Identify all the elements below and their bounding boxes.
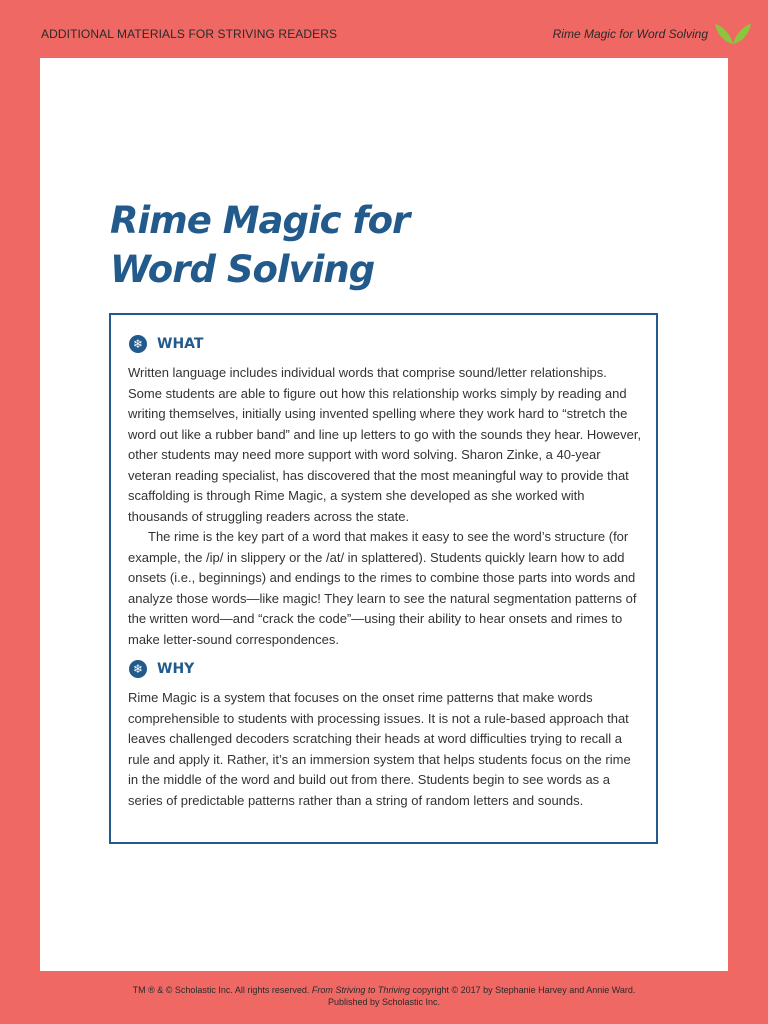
title-line-2: Word Solving xyxy=(110,248,375,291)
footer-copyright-holders: copyright © 2017 by Stephanie Harvey and Annie Ward. xyxy=(412,985,636,995)
footer-book-title: From Striving to Thriving xyxy=(311,985,410,995)
header-page-title: Rime Magic for Word Solving xyxy=(552,27,708,41)
leaf-sprout-icon xyxy=(714,18,752,46)
why-body xyxy=(128,688,642,811)
what-paragraph-1: Written language includes individual words that comprise sound/letter relationships. Some students are able to figure out how this relationship works simply by reading and writing themselves, initially using invented spelling where they work hard to “stretch the word out like a rubber band” and line up letters to go with the sounds they hear. However, other students may need more support with word solving. Sharon Zinke, a 40-year veteran reading specialist, has discovered that the most meaningful way to provide that scaffolding is through Rime Magic, a system she developed as she worked with thousands of struggling readers across the state. xyxy=(128,365,642,524)
page-content xyxy=(40,58,728,971)
footer-line-1 xyxy=(0,985,768,997)
footer-publisher: Published by Scholastic Inc. xyxy=(327,996,441,1007)
why-heading xyxy=(129,660,194,678)
what-body xyxy=(128,363,642,650)
why-heading-label: WHY xyxy=(157,661,195,677)
what-paragraph-2: The rime is the key part of a word that makes it easy to see the word’s structure (for example, the /ip/ in slippery or the /at/ in splattered). Students quickly learn how to add onsets (i.e., beginnings) and endings to the rimes to combine those parts into words and analyze those words—like magic! They learn to see the natural segmentation patterns of the written word—and “crack the code”—using their ability to hear onsets and rimes to make letter-sound correspondences. xyxy=(128,529,637,647)
what-heading xyxy=(129,335,203,353)
why-paragraph-1: Rime Magic is a system that focuses on the onset rime patterns that make words comprehensible to students with processing issues. It is not a rule-based approach that leaves challenged decoders scratching their heads at word difficulties trying to recall a rule and apply it. Rather, it’s an immersion system that helps students focus on the rime in the middle of the word and build out from there. Students begin to see words as a series of predictable patterns rather than a string of random letters and sounds. xyxy=(128,690,631,808)
info-box xyxy=(109,313,658,844)
footer-copyright xyxy=(0,985,768,1008)
title-line-1: Rime Magic for xyxy=(110,199,410,242)
header-series-label: ADDITIONAL MATERIALS FOR STRIVING READERS xyxy=(41,27,338,41)
page-title xyxy=(110,196,409,294)
snowflake-icon: ❄ xyxy=(129,335,147,353)
snowflake-icon: ❄ xyxy=(129,660,147,678)
footer-rights: TM ® & © Scholastic Inc. All rights reserved. xyxy=(132,985,310,995)
what-heading-label: WHAT xyxy=(157,336,204,352)
